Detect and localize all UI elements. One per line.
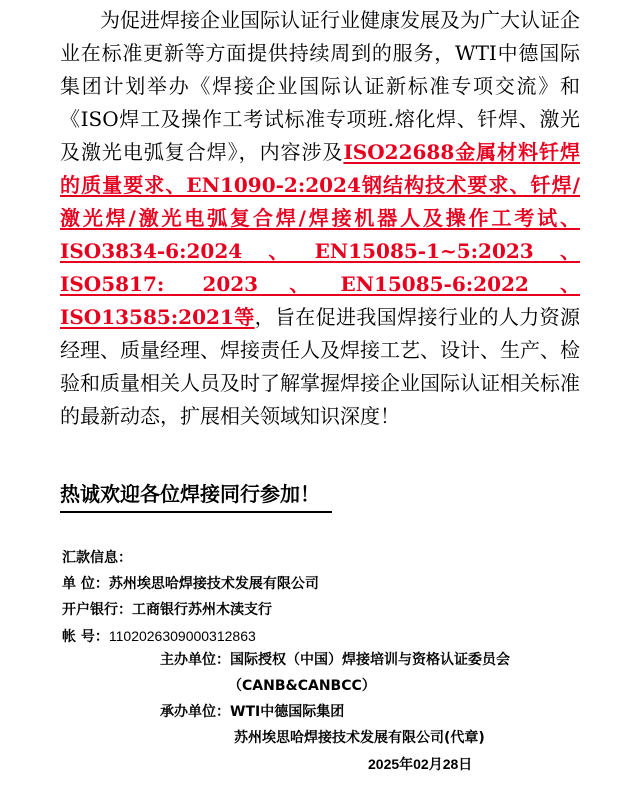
host-value: 国际授权（中国）焊接培训与资格认证委员会 — [230, 652, 510, 668]
host-label: 主办单位： — [160, 652, 230, 668]
remit-bank-label: 开户银行： — [62, 602, 132, 618]
remit-unit-value: 苏州埃思哈焊接技术发展有限公司 — [108, 576, 319, 592]
intro-paragraph — [60, 4, 580, 433]
undertaker-row — [160, 702, 344, 722]
remit-unit-row — [62, 574, 319, 594]
remit-title: 汇款信息： — [62, 550, 132, 566]
intro-text-after: ，旨在促进我国焊接行业的人力资源经理、质量经理、焊接责任人及焊接工艺、设计、生产、检验和质量相关人员及时了解掌握焊接企业国际认证相关标准的最新动态，扩展相关领域知识深度！ — [60, 305, 580, 428]
issue-date: 2025年02月28日 — [368, 756, 473, 772]
undertaker-value-2: 苏州埃思哈焊接技术发展有限公司(代章) — [234, 730, 485, 746]
intro-text-before: 为促进焊接企业国际认证行业健康发展及为广大认证企业在标准更新等方面提供持续周到的服务，WTI中德国际集团计划举办《焊接企业国际认证新标准专项交流》和《ISO焊工及操作工考试标准专项班.熔化焊、钎焊、激光及激光电弧复合焊》，内容涉及 — [60, 8, 580, 164]
host-row — [160, 650, 510, 670]
intro-standards-highlight: ISO22688金属材料钎焊的质量要求、EN1090-2:2024钢结构技术要求、钎焊/激光焊/激光电弧复合焊/焊接机器人及操作工考试、ISO3834-6:2024、EN15085-1~5:2023、ISO5817: 2023、EN15085-6:2022、ISO13585:2021等 — [60, 140, 580, 329]
remit-bank-row — [62, 600, 272, 620]
remit-bank-value: 工商银行苏州木渎支行 — [132, 602, 272, 618]
welcome-heading: 热诚欢迎各位焊接同行参加！ — [60, 478, 332, 513]
remit-account-row — [62, 626, 256, 647]
undertaker-value: WTI中德国际集团 — [230, 704, 345, 720]
host-abbr: （CANB&CANBCC） — [228, 678, 376, 694]
remit-account-value: 1102026309000312863 — [108, 628, 256, 644]
remit-account-label: 帐 号： — [62, 629, 109, 645]
undertaker-label: 承办单位： — [160, 704, 230, 720]
remit-unit-label: 单 位： — [62, 576, 109, 592]
